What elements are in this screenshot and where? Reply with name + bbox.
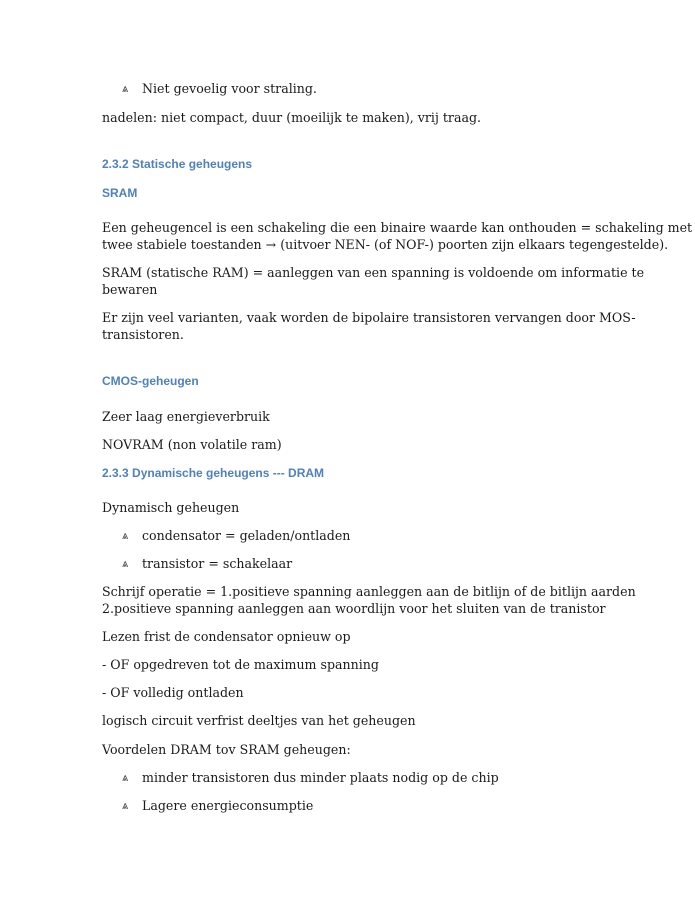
- bullet-item: [122, 797, 313, 815]
- paragraph-sram-2-line-1: SRAM (statische RAM) = aanleggen van een spanning is voldoende om informatie te: [102, 265, 645, 280]
- paragraph-schrijf-line-2: 2.positieve spanning aanleggen aan woordlijn voor het sluiten van de tranistor: [102, 601, 606, 616]
- bullet-item: [122, 80, 317, 98]
- bullet-text: condensator = geladen/ontladen: [142, 528, 351, 543]
- bullet-item: [122, 527, 350, 545]
- section-heading-2-3-3: 2.3.3 Dynamische geheugens --- DRAM: [102, 466, 325, 480]
- bullet-item: [122, 769, 499, 787]
- bullet-text: transistor = schakelaar: [142, 556, 293, 571]
- paragraph-schrijf-line-1: Schrijf operatie = 1.positieve spanning aanleggen aan de bitlijn of de bitlijn aarden: [102, 584, 636, 599]
- section-heading-2-3-2: 2.3.2 Statische geheugens: [102, 157, 253, 171]
- bullet-icon: ⩓: [122, 799, 129, 812]
- paragraph-nadelen: nadelen: niet compact, duur (moeilijk te maken), vrij traag.: [102, 110, 482, 125]
- bullet-text: minder transistoren dus minder plaats nodig op de chip: [142, 770, 499, 785]
- paragraph-sram-1-line-2: twee stabiele toestanden → (uitvoer NEN- (of NOF-) poorten zijn elkaars tegengestelde).: [102, 237, 669, 252]
- paragraph-logisch: logisch circuit verfrist deeltjes van het geheugen: [102, 713, 416, 728]
- bullet-text: Lagere energieconsumptie: [142, 798, 314, 813]
- bullet-icon: ⩓: [122, 771, 129, 784]
- paragraph-sram-2-line-2: bewaren: [102, 282, 158, 297]
- paragraph-sram-3-line-1: Er zijn veel varianten, vaak worden de bipolaire transistoren vervangen door MOS-: [102, 310, 636, 325]
- bullet-text: Niet gevoelig voor straling.: [142, 81, 317, 96]
- paragraph-voordelen: Voordelen DRAM tov SRAM geheugen:: [102, 742, 351, 757]
- bullet-icon: ⩓: [122, 82, 129, 95]
- paragraph-sram-1-line-1: Een geheugencel is een schakeling die een binaire waarde kan onthouden = schakeling met: [102, 220, 693, 235]
- paragraph-of-2: - OF volledig ontladen: [102, 685, 244, 700]
- paragraph-cmos-1: Zeer laag energieverbruik: [102, 409, 270, 424]
- bullet-icon: ⩓: [122, 557, 129, 570]
- subheading-sram: SRAM: [102, 186, 138, 200]
- paragraph-dynamisch: Dynamisch geheugen: [102, 500, 240, 515]
- paragraph-sram-3-line-2: transistoren.: [102, 327, 184, 342]
- paragraph-of-1: - OF opgedreven tot de maximum spanning: [102, 657, 379, 672]
- bullet-item: [122, 555, 292, 573]
- bullet-icon: ⩓: [122, 529, 129, 542]
- paragraph-cmos-2: NOVRAM (non volatile ram): [102, 437, 282, 452]
- paragraph-lezen: Lezen frist de condensator opnieuw op: [102, 629, 351, 644]
- subheading-cmos: CMOS-geheugen: [102, 374, 199, 388]
